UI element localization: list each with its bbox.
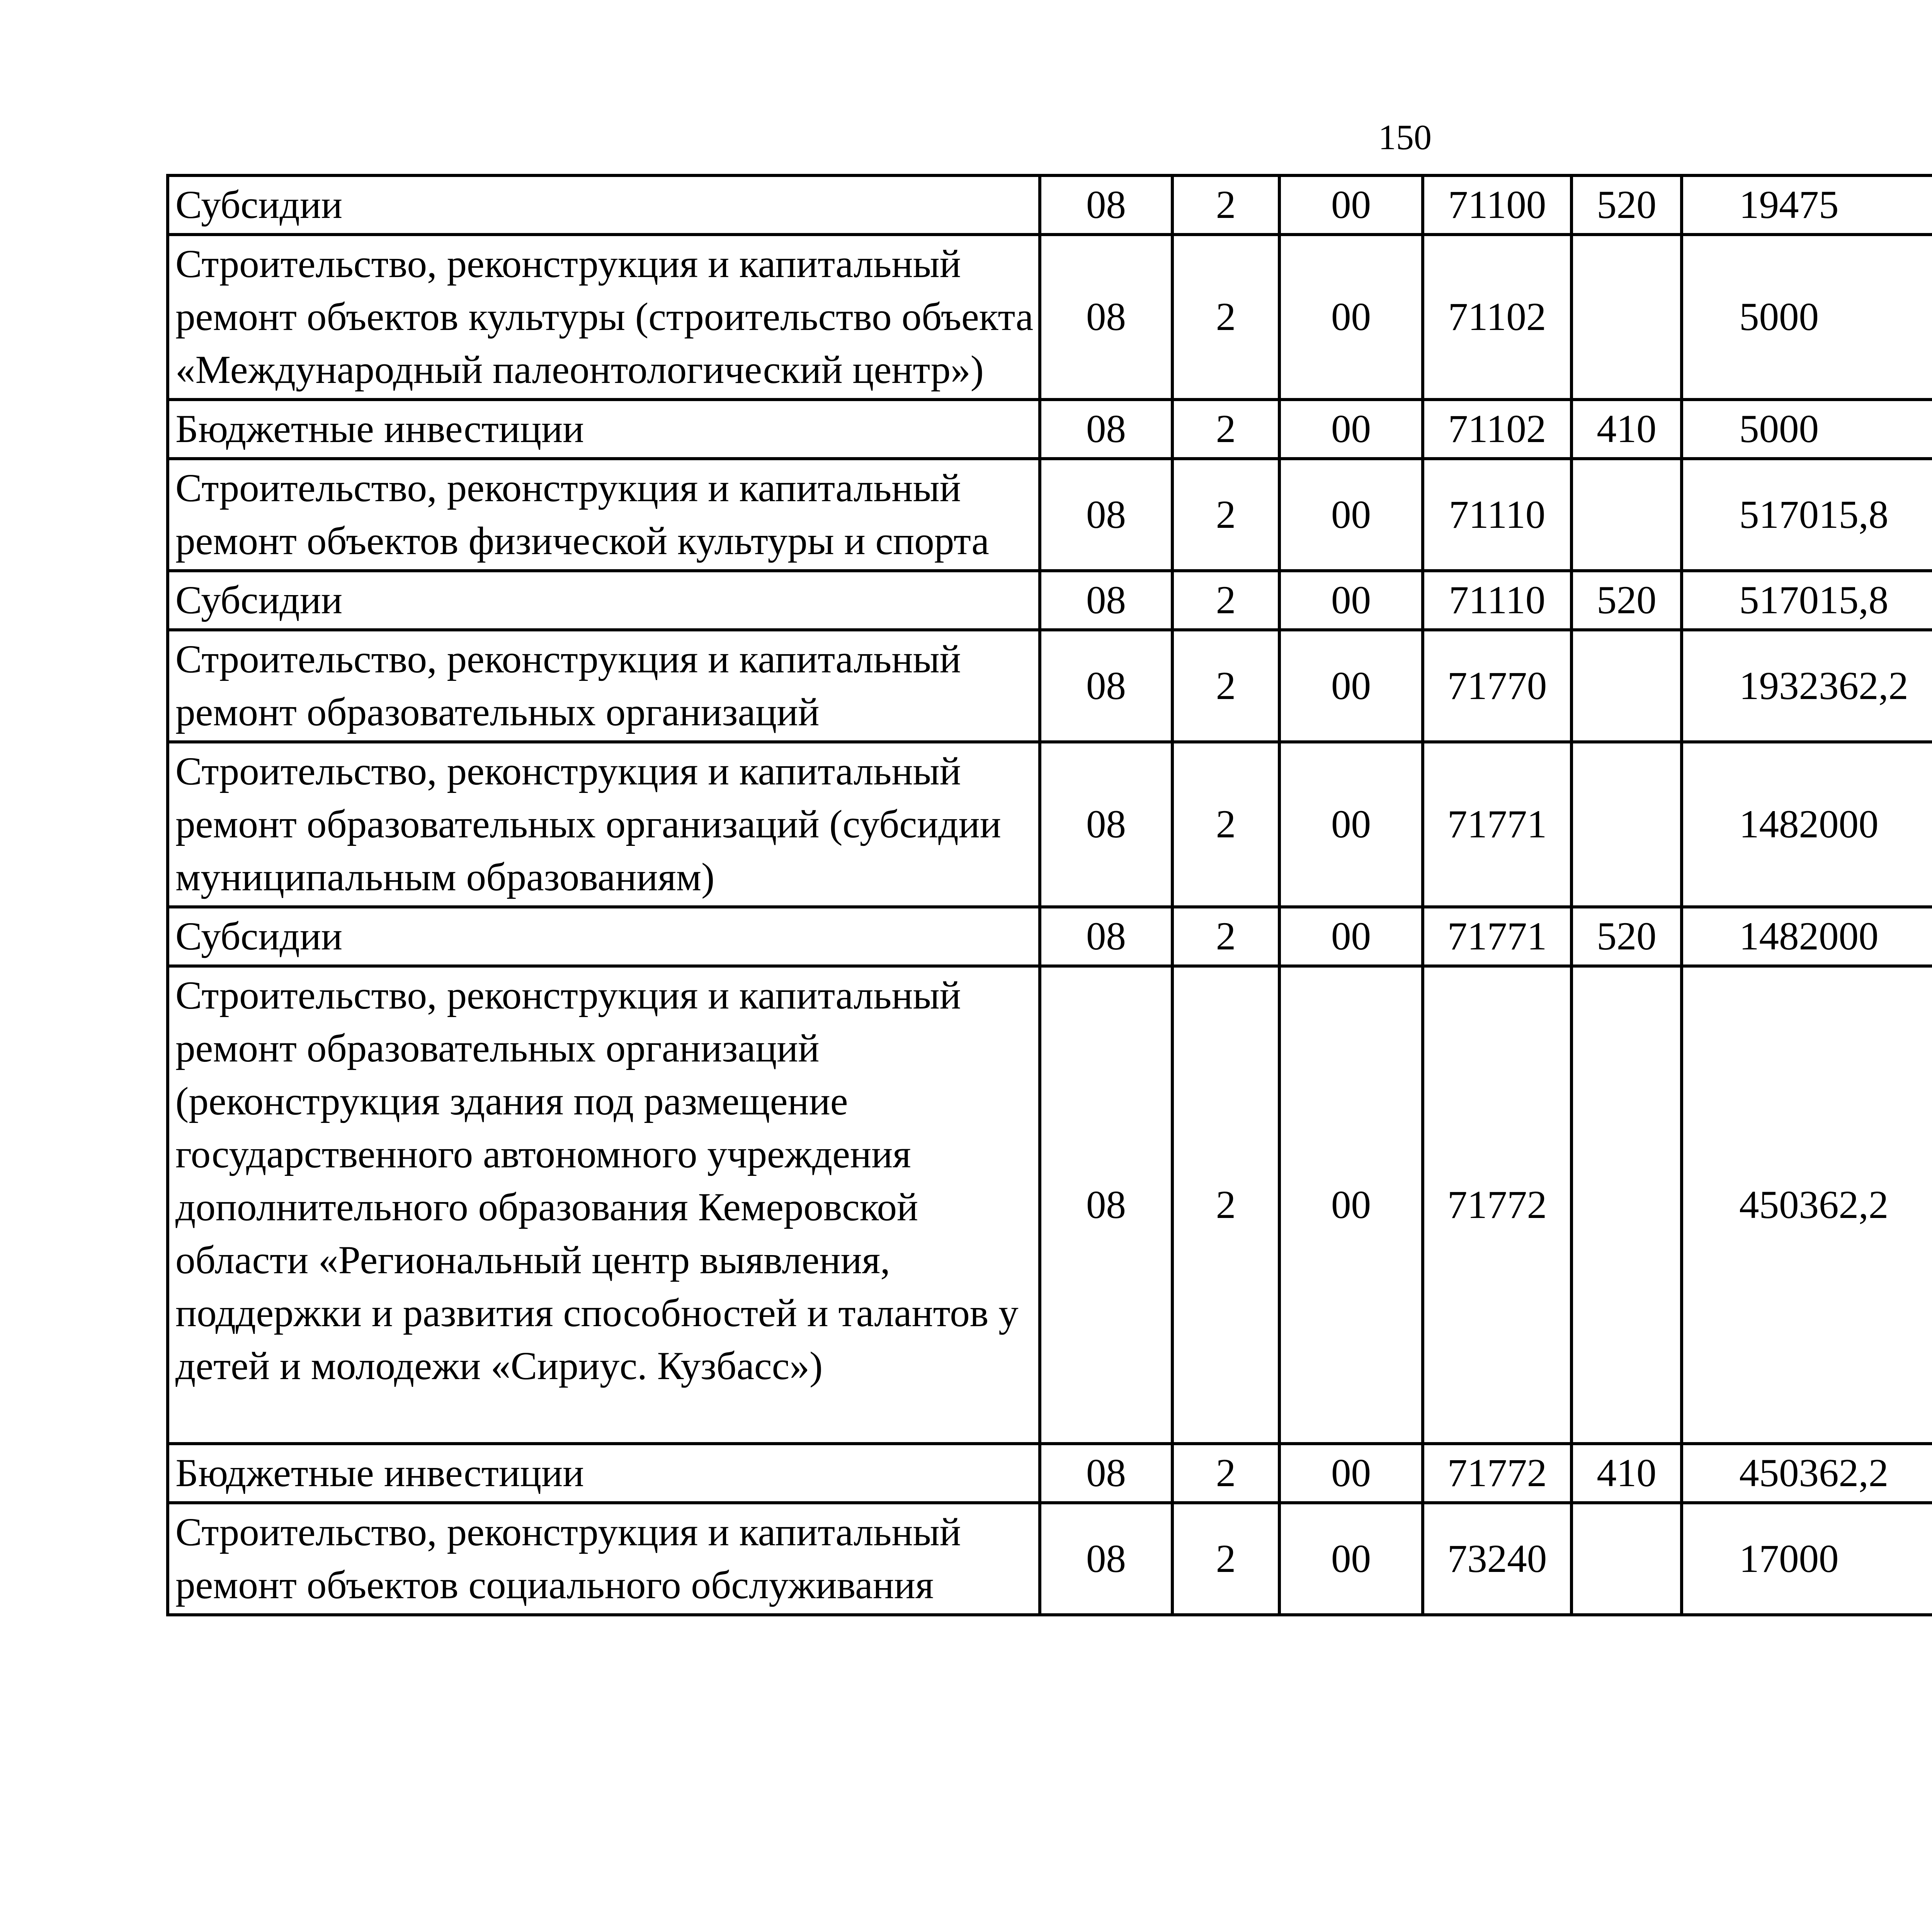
amount-1: 1482000 [1682,907,1932,966]
section-code: 08 [1040,742,1172,907]
amount-1: 517015,8 [1682,571,1932,630]
expense-type-code [1571,966,1682,1444]
amount-1: 450362,2 [1682,966,1932,1444]
program-code: 2 [1172,630,1279,742]
table-row [168,966,1932,1444]
page-number: 150 [1378,117,1432,157]
section-code: 08 [1040,966,1172,1444]
table-body [168,175,1932,1615]
expense-type-code [1571,459,1682,571]
expense-type-code [1571,235,1682,400]
expense-type-code: 520 [1571,175,1682,235]
amount-1: 17000 [1682,1503,1932,1615]
section-code: 08 [1040,459,1172,571]
table-row [168,571,1932,630]
amount-1: 5000 [1682,400,1932,459]
expense-type-code: 410 [1571,400,1682,459]
direction-code: 71770 [1423,630,1571,742]
row-name: Строительство, реконструкция и капитальный ремонт объектов физической культуры и спорта [168,459,1040,571]
subprogram-code: 00 [1279,630,1423,742]
expense-type-code: 520 [1571,907,1682,966]
table-row [168,630,1932,742]
program-code: 2 [1172,1503,1279,1615]
program-code: 2 [1172,966,1279,1444]
direction-code: 71100 [1423,175,1571,235]
section-code: 08 [1040,571,1172,630]
direction-code: 71102 [1423,400,1571,459]
subprogram-code: 00 [1279,571,1423,630]
program-code: 2 [1172,1444,1279,1503]
expense-type-code: 410 [1571,1444,1682,1503]
budget-table [166,174,1932,1616]
subprogram-code: 00 [1279,459,1423,571]
subprogram-code: 00 [1279,235,1423,400]
direction-code: 71771 [1423,907,1571,966]
table-row [168,1444,1932,1503]
section-code: 08 [1040,400,1172,459]
section-code: 08 [1040,907,1172,966]
table-row [168,400,1932,459]
subprogram-code: 00 [1279,400,1423,459]
program-code: 2 [1172,400,1279,459]
direction-code: 71772 [1423,1444,1571,1503]
amount-1: 450362,2 [1682,1444,1932,1503]
direction-code: 71772 [1423,966,1571,1444]
amount-1: 5000 [1682,235,1932,400]
row-name: Строительство, реконструкция и капитальный ремонт объектов культуры (строительство объекта «Международный палеонтологический центр») [168,235,1040,400]
table-row [168,175,1932,235]
expense-type-code [1571,630,1682,742]
subprogram-code: 00 [1279,966,1423,1444]
row-name: Строительство, реконструкция и капитальный ремонт образовательных организаций (реконструкция здания под размещение государственного автономного учреждения дополнительного образования Кемеровской области «Региональный центр выявления, поддержки и развития способностей и талантов у детей и молодежи «Сириус. Кузбасс») [168,966,1040,1444]
program-code: 2 [1172,459,1279,571]
section-code: 08 [1040,1503,1172,1615]
row-name: Строительство, реконструкция и капитальный ремонт образовательных организаций (субсидии муниципальным образованиям) [168,742,1040,907]
section-code: 08 [1040,235,1172,400]
subprogram-code: 00 [1279,1444,1423,1503]
expense-type-code [1571,1503,1682,1615]
section-code: 08 [1040,630,1172,742]
program-code: 2 [1172,175,1279,235]
section-code: 08 [1040,175,1172,235]
direction-code: 73240 [1423,1503,1571,1615]
row-name: Бюджетные инвестиции [168,400,1040,459]
table-row [168,1503,1932,1615]
amount-1: 517015,8 [1682,459,1932,571]
program-code: 2 [1172,907,1279,966]
row-name: Строительство, реконструкция и капитальный ремонт объектов социального обслуживания [168,1503,1040,1615]
section-code: 08 [1040,1444,1172,1503]
subprogram-code: 00 [1279,742,1423,907]
program-code: 2 [1172,235,1279,400]
row-name: Бюджетные инвестиции [168,1444,1040,1503]
table-row [168,235,1932,400]
program-code: 2 [1172,571,1279,630]
row-name: Субсидии [168,907,1040,966]
amount-1: 1932362,2 [1682,630,1932,742]
direction-code: 71110 [1423,571,1571,630]
row-name: Субсидии [168,571,1040,630]
subprogram-code: 00 [1279,1503,1423,1615]
expense-type-code: 520 [1571,571,1682,630]
direction-code: 71110 [1423,459,1571,571]
row-name: Субсидии [168,175,1040,235]
table-row [168,907,1932,966]
amount-1: 1482000 [1682,742,1932,907]
program-code: 2 [1172,742,1279,907]
table-row [168,742,1932,907]
amount-1: 19475 [1682,175,1932,235]
direction-code: 71102 [1423,235,1571,400]
table-row [168,459,1932,571]
subprogram-code: 00 [1279,175,1423,235]
expense-type-code [1571,742,1682,907]
direction-code: 71771 [1423,742,1571,907]
row-name: Строительство, реконструкция и капитальный ремонт образовательных организаций [168,630,1040,742]
subprogram-code: 00 [1279,907,1423,966]
